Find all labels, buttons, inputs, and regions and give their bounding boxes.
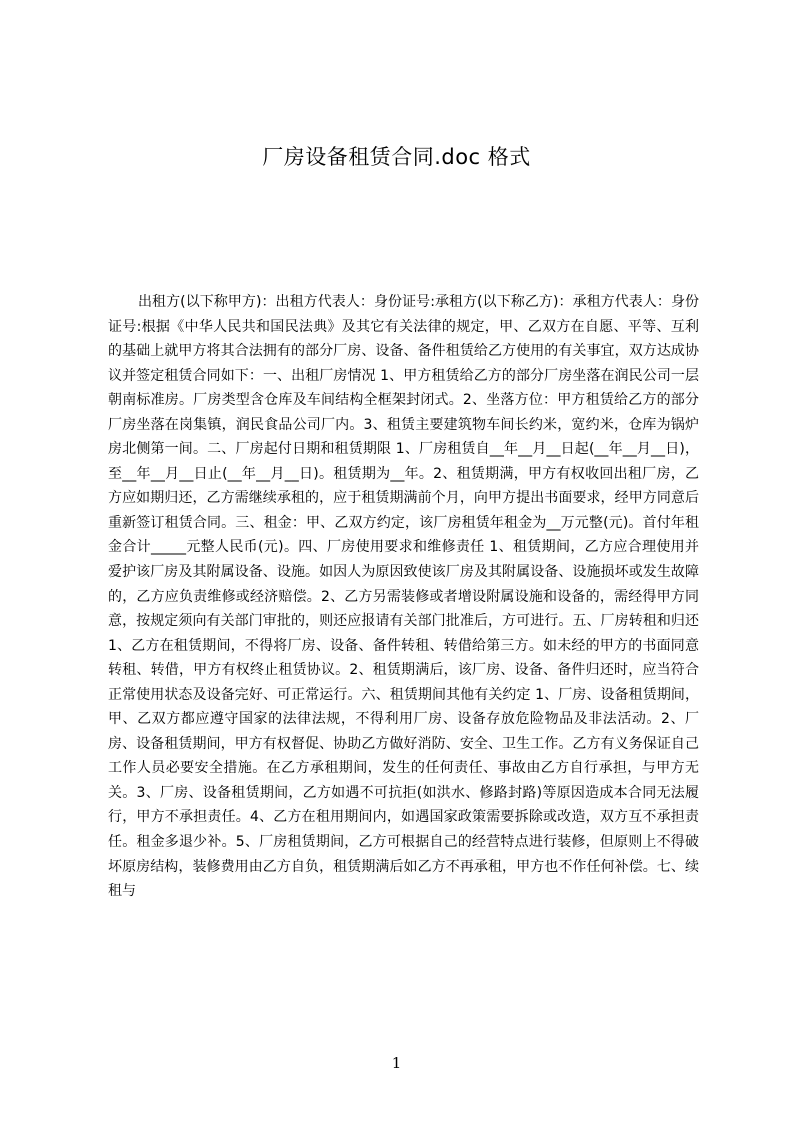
page-number: 1 — [391, 1054, 402, 1072]
document-title: 厂房设备租赁合同.doc 格式 — [262, 145, 531, 169]
contract-body-paragraph: 出租方(以下称甲方)：出租方代表人：身份证号:承租方(以下称乙方)：承租方代表人：身份证号:根据《中华人民共和国民法典》及其它有关法律的规定，甲、乙双方在自愿、平等、互利的基础上就甲方将其合法拥有的部分厂房、设备、备件租赁给乙方使用的有关事宜，双方达成协议并签定租赁合同如下：一、出租厂房情况 1、甲方租赁给乙方的部分厂房坐落在润民公司一层朝南标准房。厂房类型含仓库及车间结构全框架封闭式。2、坐落方位：甲方租赁给乙方的部分厂房坐落在岗集镇，润民食品公司厂内。3、租赁主要建筑物车间长约米，宽约米，仓库为锅炉房北侧第一间。二、厂房起付日期和租赁期限 1、厂房租赁自__年__月__日起(__年__月__日)，至__年__月__日止(__年__月__日)。租赁期为__年。2、租赁期满，甲方有权收回出租厂房，乙方应如期归还，乙方需继续承租的，应于租赁期满前个月，向甲方提出书面要求，经甲方同意后重新签订租赁合同。三、租金：甲、乙双方约定，该厂房租赁年租金为__万元整(元)。首付年租金合计_____元整人民币(元)。四、厂房使用要求和维修责任 1、租赁期间，乙方应合理使用并爱护该厂房及其附属设备、设施。如因人为原因致使该厂房及其附属设备、设施损坏或发生故障的，乙方应负责维修或经济赔偿。2、乙方另需装修或者增设附属设施和设备的，需经得甲方同意，按规定须向有关部门审批的，则还应报请有关部门批准后，方可进行。五、厂房转租和归还 1、乙方在租赁期间，不得将厂房、设备、备件转租、转借给第三方。如未经的甲方的书面同意转租、转借，甲方有权终止租赁协议。2、租赁期满后，该厂房、设备、备件归还时，应当符合正常使用状态及设备完好、可正常运行。六、租赁期间其他有关约定 1、厂房、设备租赁期间，甲、乙双方都应遵守国家的法律法规，不得利用厂房、设备存放危险物品及非法活动。2、厂房、设备租赁期间，甲方有权督促、协助乙方做好消防、安全、卫生工作。乙方有义务保证自己工作人员必要安全措施。在乙方承租期间，发生的任何责任、事故由乙方自行承担，与甲方无关。3、厂房、设备租赁期间，乙方如遇不可抗拒(如洪水、修路封路)等原因造成本合同无法履行，甲方不承担责任。4、乙方在租用期间内，如遇国家政策需要拆除或改造，双方互不承担责任。租金多退少补。5、厂房租赁期间，乙方可根据自己的经营特点进行装修，但原则上不得破坏原房结构，装修费用由乙方自负，租赁期满后如乙方不再承租，甲方也不作任何补偿。七、续租与 — [108, 294, 699, 900]
